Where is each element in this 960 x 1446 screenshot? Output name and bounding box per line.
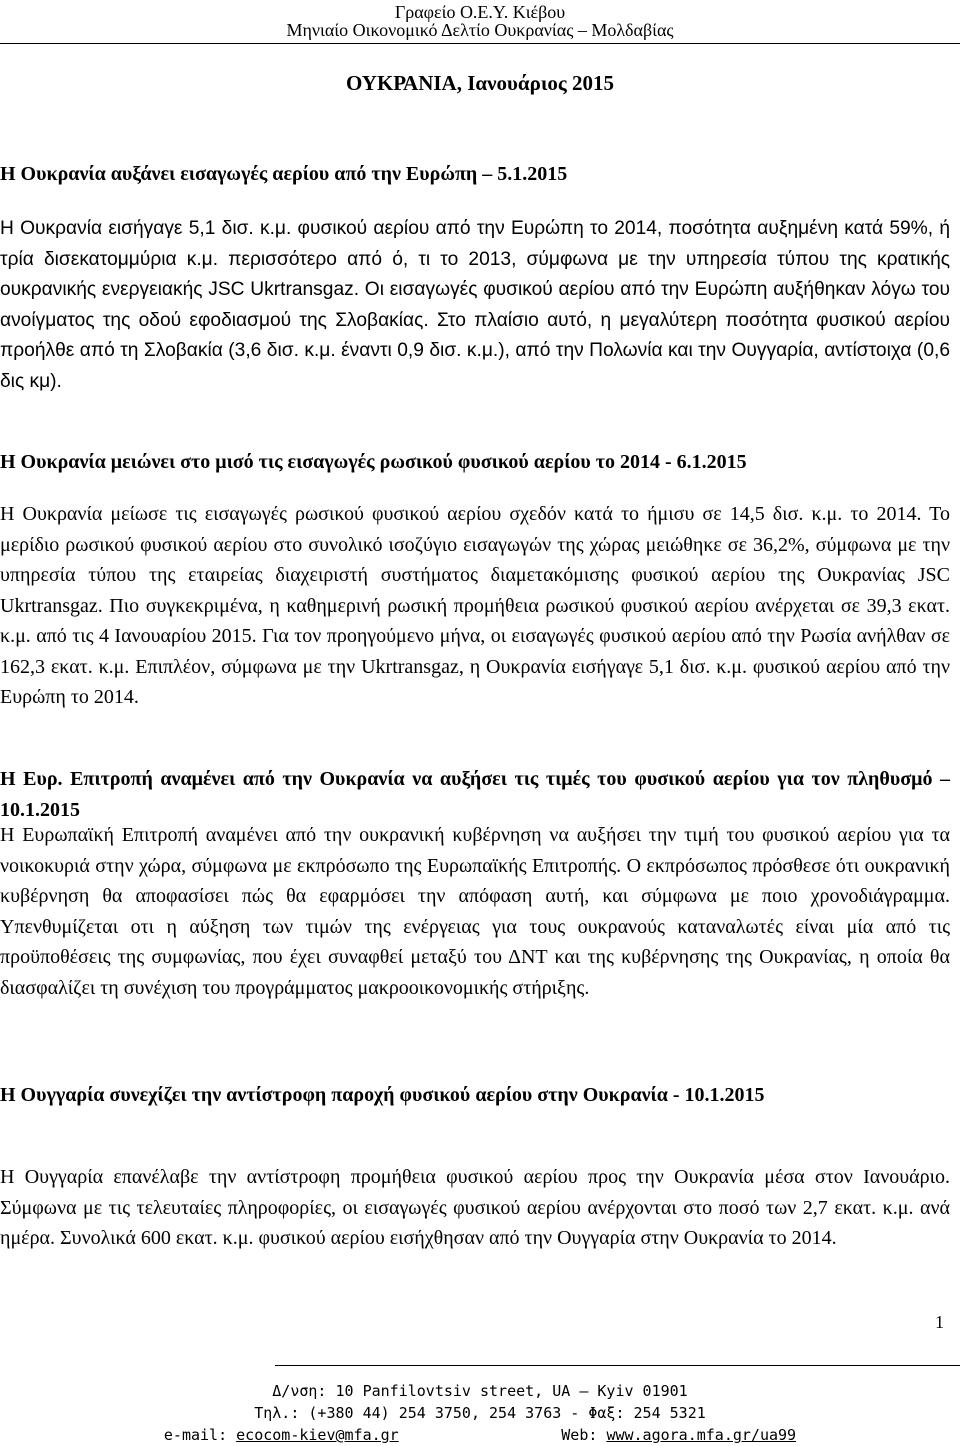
footer-web-link[interactable]: www.agora.mfa.gr/ua99 (606, 1426, 797, 1444)
section-1-body: Η Ουκρανία εισήγαγε 5,1 δισ. κ.μ. φυσικού αερίου από την Ευρώπη το 2014, ποσότητα αυξημένη κατά 59%, ή τρία δισεκατομμύρια κ.μ. περισσότερο από ό, τι το 2013, σύμφωνα με την υπηρεσία τύπου της κρατικής ουκρανικής ενεργειακής JSC Ukrtransgaz. Οι εισαγωγές φυσικού αερίου από την Ευρώπη αυξήθηκαν λόγω του ανοίγματος της οδού εφοδιασμού της Σλοβακίας. Στο πλαίσιο αυτό, η μεγαλύτερη ποσότητα φυσικού αερίου προήλθε από τη Σλοβακία (3,6 δισ. κ.μ. έναντι 0,9 δισ. κ.μ.), από την Πολωνία και την Ουγγαρία, αντίστοιχα (0,6 δις κμ). (0, 218, 950, 392)
section-3-heading: Η Ευρ. Επιτροπή αναμένει από την Ουκρανία να αυξήσει τις τιμές του φυσικού αερίου για τον πληθυσμό – 10.1.2015 (0, 768, 950, 821)
header-rule (0, 43, 960, 44)
section-2-body: Η Ουκρανία μείωσε τις εισαγωγές ρωσικού φυσικού αερίου σχεδόν κατά το ήμισυ σε 14,5 δισ. κ.μ. το 2014. Το μερίδιο ρωσικού φυσικού αερίου στο συνολικό ισοζύγιο εισαγωγών της χώρας μειώθηκε σε 36,2%, σύμφωνα με την υπηρεσία τύπου της εταιρείας διαχειριστή συστήματος διαμετακόμισης φυσικού αερίου της Ουκρανίας JSC Ukrtransgaz. Πιο συγκεκριμένα, η καθημερινή ρωσική προμήθεια ρωσικού φυσικού αερίου ανέρχεται σε 39,3 εκατ. κ.μ. από τις 4 Ιανουαρίου 2015. Για τον προηγούμενο μήνα, οι εισαγωγές φυσικού αερίου από την Ρωσία ανήλθαν σε 162,3 εκατ. κ.μ. Επιπλέον, σύμφωνα με την Ukrtransgaz, η Ουκρανία εισήγαγε 5,1 δισ. κ.μ. φυσικού αερίου από την Ευρώπη το 2014. (0, 503, 950, 708)
section-4-body: Η Ουγγαρία επανέλαβε την αντίστροφη προμήθεια φυσικού αερίου προς την Ουκρανία μέσα στον Ιανουάριο. Σύμφωνα με τις τελευταίες πληροφορίες, οι εισαγωγές φυσικού αερίου ανέρχονται στο ποσό των 2,7 εκατ. κ.μ. ανά ημέρα. Συνολικά 600 εκατ. κ.μ. φυσικού αερίου εισήχθησαν από την Ουγγαρία στην Ουκρανία το 2014. (0, 1166, 950, 1249)
section-2-heading: Η Ουκρανία μειώνει στο μισό τις εισαγωγές ρωσικού φυσικού αερίου το 2014 - 6.1.2015 (0, 451, 747, 473)
header-office: Γραφείο Ο.Ε.Υ. Κιέβου (394, 2, 566, 22)
footer-address: Δ/νση: 10 Panfilovtsiv street, UA – Kyiv 01901 (272, 1382, 688, 1400)
section-1-heading: Η Ουκρανία αυξάνει εισαγωγές αερίου από την Ευρώπη – 5.1.2015 (0, 163, 568, 185)
footer-email-link[interactable]: ecocom-kiev@mfa.gr (236, 1426, 399, 1444)
footer-rule (275, 1365, 960, 1366)
page-footer (0, 1380, 960, 1446)
section-4-heading: Η Ουγγαρία συνεχίζει την αντίστροφη παροχή φυσικού αερίου στην Ουκρανία - 10.1.2015 (0, 1084, 765, 1106)
section-3-body: Η Ευρωπαϊκή Επιτροπή αναμένει από την ουκρανική κυβέρνηση να αυξήσει την τιμή του φυσικού αερίου για τα νοικοκυριά στην χώρα, σύμφωνα με εκπρόσωπο της Ευρωπαϊκής Επιτροπής. Ο εκπρόσωπος πρόσθεσε ότι ουκρανική κυβέρνηση θα αποφασίσει πώς θα εφαρμόσει την απόφαση αυτή, και σύμφωνα με ποιο χρονοδιάγραμμα. Υπενθυμίζεται οτι η αύξηση των τιμών της ενέργειας για τους ουκρανούς καταναλωτές είναι μία από τις προϋποθέσεις της συμφωνίας, που έχει συναφθεί μεταξύ του ΔΝΤ και της κυβέρνησης της Ουκρανίας, η οποία θα διασφαλίζει τη συνέχιση του προγράμματος μακροοικονομικής στήριξης. (0, 824, 950, 999)
page-title: ΟΥΚΡΑΝΙΑ, Ιανουάριος 2015 (346, 71, 614, 95)
footer-email-label: e-mail: (163, 1426, 237, 1444)
page-number: 1 (935, 1312, 944, 1332)
footer-contacts (0, 1424, 960, 1446)
footer-web-label: Web: (561, 1426, 607, 1444)
header-bulletin: Μηνιαίο Οικονομικό Δελτίο Ουκρανίας – Μολδαβίας (286, 20, 674, 40)
footer-phones: Τηλ.: (+380 44) 254 3750, 254 3763 - Φαξ: 254 5321 (254, 1404, 706, 1422)
